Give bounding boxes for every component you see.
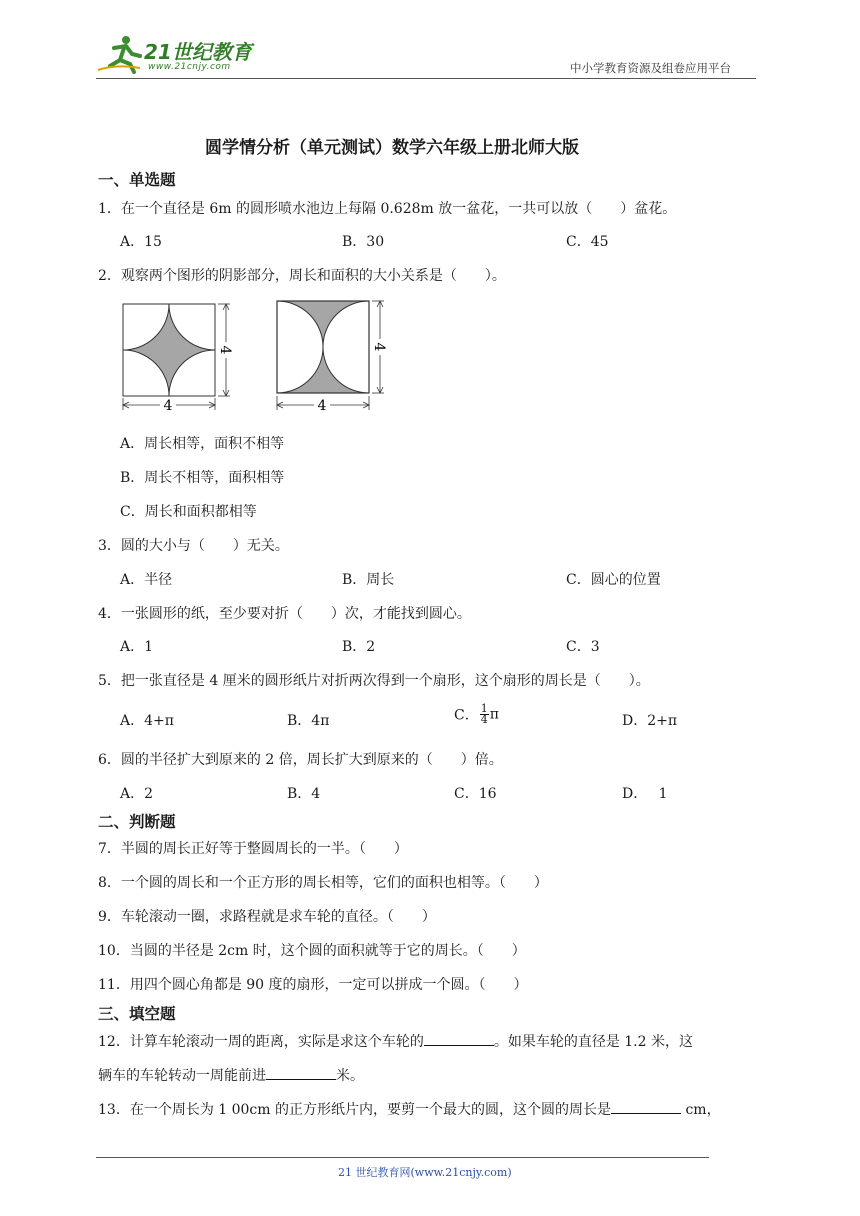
q6-option-b: B．4 (287, 786, 321, 802)
q3-text: 3．圆的大小与（ ）无关。 (98, 538, 289, 554)
header-logo (96, 34, 266, 76)
q3-option-b: B．周长 (342, 572, 395, 588)
q5-option-d: D．2+π (622, 713, 678, 729)
section-single-choice: 一、单选题 (98, 170, 176, 189)
q2-figure-1 (118, 298, 246, 416)
q1-option-c: C．45 (566, 234, 609, 250)
section-true-false: 二、判断题 (98, 812, 176, 831)
q11-text: 11．用四个圆心角都是 90 度的扇形，一定可以拼成一个圆。（ ） (98, 977, 528, 993)
q2-fig1-height-label: 4 (217, 345, 233, 355)
q4-text: 4．一张圆形的纸，至少要对折（ ）次，才能找到圆心。 (98, 606, 471, 622)
q3-option-c: C．圆心的位置 (566, 572, 661, 588)
q5-option-a: A．4+π (120, 713, 174, 729)
q12-line-1: 12．计算车轮滚动一周的距离，实际是求这个车轮的 。如果车轮的直径是 1.2 米，这 (98, 1031, 693, 1051)
q5-option-c-fraction: $\frac{1}{4}$ (480, 702, 488, 726)
q9-text: 9．车轮滚动一圈，求路程就是求车轮的直径。（ ） (98, 909, 436, 925)
q6-option-c: C．16 (454, 786, 497, 802)
q6-option-d: D． 1 (622, 786, 668, 802)
q2-text: 2．观察两个图形的阴影部分，周长和面积的大小关系是（ ）。 (98, 268, 506, 284)
q2-option-a: A．周长相等，面积不相等 (120, 436, 285, 452)
q2-fig1-width-label: 4 (163, 398, 173, 414)
footer-divider (96, 1157, 709, 1158)
q4-option-c: C．3 (566, 639, 600, 655)
page-title: 圆学情分析（单元测试）数学六年级上册北师大版 (205, 138, 579, 158)
q2-fig2-width-label: 4 (317, 398, 327, 414)
q5-text: 5．把一张直径是 4 厘米的圆形纸片对折两次得到一个扇形，这个扇形的周长是（ ）。 (98, 673, 650, 689)
q8-text: 8．一个圆的周长和一个正方形的周长相等，它们的面积也相等。（ ） (98, 875, 548, 891)
footer-text[interactable]: 21 世纪教育网(www.21cnjy.com) (338, 1166, 512, 1179)
logo-subtext: www.21cnjy.com (148, 62, 231, 72)
q12-line-2: 辆车的车轮转动一周能前进 米。 (98, 1065, 364, 1085)
logo-text: 21世纪教育 (144, 40, 252, 64)
q1-text: 1．在一个直径是 6m 的圆形喷水池边上每隔 0.628m 放一盆花，一共可以放（ ）盆花。 (98, 201, 677, 217)
q1-option-a: A．15 (120, 234, 162, 250)
q4-option-b: B．2 (342, 639, 376, 655)
q2-option-b: B．周长不相等，面积相等 (120, 470, 285, 486)
q4-option-a: A．1 (120, 639, 154, 655)
q6-text: 6．圆的半径扩大到原来的 2 倍，周长扩大到原来的（ ）倍。 (98, 752, 503, 768)
q10-text: 10．当圆的半径是 2cm 时，这个圆的面积就等于它的周长。（ ） (98, 943, 526, 959)
runner-logo-icon (96, 34, 146, 74)
q3-option-a: A．半径 (120, 572, 173, 588)
q12-blank-1[interactable] (424, 1031, 494, 1046)
q2-option-c: C．周长和面积都相等 (120, 504, 257, 520)
q13-line-1: 13．在一个周长为 1 00cm 的正方形纸片内，要剪一个最大的圆，这个圆的周长是 cm， (98, 1099, 721, 1119)
q2-figure-2 (272, 296, 400, 416)
q5-option-c: C． $\frac{1}{4}$ π (454, 702, 499, 726)
q12-blank-2[interactable] (266, 1065, 336, 1080)
section-fill-blank: 三、填空题 (98, 1004, 176, 1023)
q1-option-b: B．30 (342, 234, 385, 250)
q13-blank-1[interactable] (611, 1099, 681, 1114)
q6-option-a: A．2 (120, 786, 154, 802)
header-platform-text: 中小学教育资源及组卷应用平台 (570, 61, 731, 75)
q2-fig2-height-label: 4 (371, 342, 387, 352)
q7-text: 7．半圆的周长正好等于整圆周长的一半。（ ） (98, 841, 408, 857)
q5-option-b: B．4π (287, 713, 330, 729)
header-divider (96, 78, 756, 79)
